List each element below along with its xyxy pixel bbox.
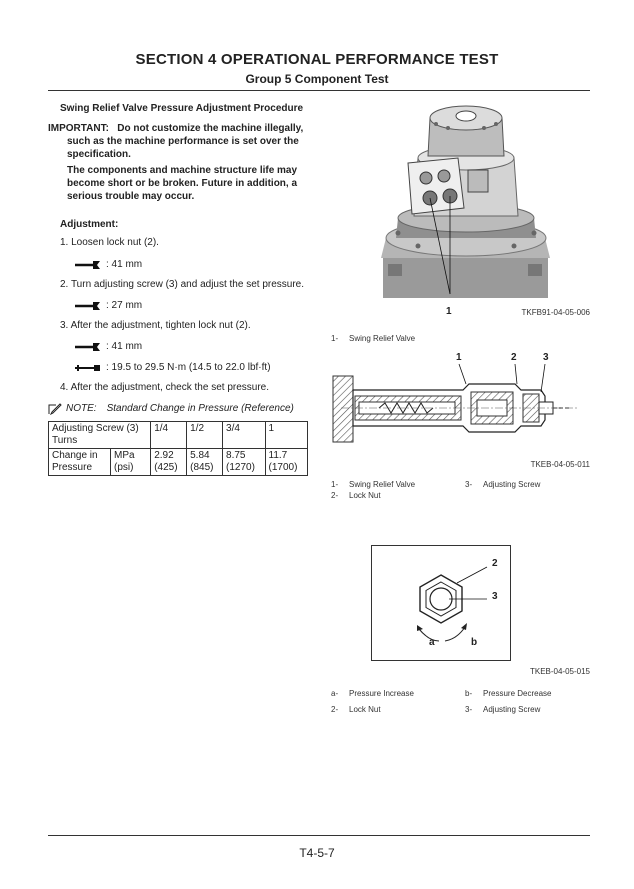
figure1-legend-num: 1- xyxy=(331,334,339,343)
footer-divider xyxy=(48,835,590,836)
table-row xyxy=(49,449,308,476)
table-cell: MPa (psi) xyxy=(111,449,151,476)
table-cell: 1/4 xyxy=(151,422,187,449)
important-p2-line2: become short or be broken. Future in addition, a xyxy=(67,178,298,189)
table-cell: 2.92 (425) xyxy=(151,449,187,476)
figure3-code: TKEB-04-05-015 xyxy=(529,667,590,676)
relief-valve-section xyxy=(331,362,587,454)
step-1-spec: : 41 mm xyxy=(74,259,142,270)
figure3-arrow-b: b xyxy=(471,637,478,648)
figure1-callout-1: 1 xyxy=(446,306,452,317)
wrench-icon xyxy=(74,342,102,352)
important-p2-line1: The components and machine structure life may xyxy=(67,165,298,176)
torque-wrench-icon xyxy=(74,363,102,373)
figure2-code: TKEB-04-05-011 xyxy=(530,460,590,469)
figure2-legend2-text: Lock Nut xyxy=(349,491,381,500)
table-cell: Adjusting Screw (3) Turns xyxy=(49,422,151,449)
important-p2-line3: serious trouble may occur. xyxy=(67,191,195,202)
pressure-table xyxy=(48,421,308,476)
figure3-arrow-a: a xyxy=(429,637,435,648)
figure3-callout-3: 3 xyxy=(492,591,498,602)
adjustment-heading: Adjustment: xyxy=(60,219,119,230)
step-3: 3. After the adjustment, tighten lock nut (2). xyxy=(60,320,251,331)
figure3-legend-2-text: Lock Nut xyxy=(349,705,381,714)
step-3-spec-2: : 19.5 to 29.5 N·m (14.5 to 22.0 lbf·ft) xyxy=(74,362,271,373)
figure1-legend-text: Swing Relief Valve xyxy=(349,334,416,343)
figure3-legend-2-num: 2- xyxy=(331,705,339,714)
adjustment-direction-diagram xyxy=(371,545,511,661)
figure2-legend3-text: Adjusting Screw xyxy=(483,480,541,489)
table-cell: 11.7 (1700) xyxy=(265,449,308,476)
important-block xyxy=(48,122,318,203)
wrench-icon xyxy=(74,301,102,311)
table-cell: 3/4 xyxy=(223,422,265,449)
table-cell: 1/2 xyxy=(187,422,223,449)
step-2-spec: : 27 mm xyxy=(74,300,142,311)
section-title: SECTION 4 OPERATIONAL PERFORMANCE TEST xyxy=(135,51,499,68)
figure2-legend1-text: Swing Relief Valve xyxy=(349,480,416,489)
figure2-callout-1: 1 xyxy=(456,352,462,363)
procedure-heading: Swing Relief Valve Pressure Adjustment Procedure xyxy=(60,103,304,114)
figure3-legend-3-text: Adjusting Screw xyxy=(483,705,541,714)
figure3-legend-a-num: a- xyxy=(331,689,339,698)
note-text: Standard Change in Pressure (Reference) xyxy=(106,403,294,414)
table-cell: 1 xyxy=(265,422,308,449)
table-cell: 8.75 (1270) xyxy=(223,449,265,476)
figure3-legend-b-text: Pressure Decrease xyxy=(483,689,552,698)
note xyxy=(48,402,294,415)
wrench-icon xyxy=(74,260,102,270)
swing-motor-illustration xyxy=(378,98,553,303)
figure1-code: TKFB91-04-05-006 xyxy=(521,308,590,317)
important-line3: specification. xyxy=(67,149,131,160)
header-divider xyxy=(48,90,590,91)
note-label: NOTE: xyxy=(66,403,97,414)
group-title: Group 5 Component Test xyxy=(245,72,389,86)
table-row xyxy=(49,422,308,449)
figure2-callout-2: 2 xyxy=(511,352,517,363)
step-2: 2. Turn adjusting screw (3) and adjust the set pressure. xyxy=(60,279,305,290)
important-label: IMPORTANT: xyxy=(48,123,109,134)
step-1: 1. Loosen lock nut (2). xyxy=(60,237,159,248)
important-line2: such as the machine performance is set over the xyxy=(67,136,299,147)
figure2-legend1-num: 1- xyxy=(331,480,339,489)
step-3-spec-1: : 41 mm xyxy=(74,341,142,352)
figure2-legend2-num: 2- xyxy=(331,491,339,500)
figure3-legend-b-num: b- xyxy=(465,689,473,698)
figure3-callout-2: 2 xyxy=(492,558,498,569)
figure3-legend-a-text: Pressure Increase xyxy=(349,689,414,698)
table-cell: 5.84 (845) xyxy=(187,449,223,476)
figure2-legend3-num: 3- xyxy=(465,480,473,489)
figure3-legend-3-num: 3- xyxy=(465,705,473,714)
table-cell: Change in Pressure xyxy=(49,449,111,476)
page-number: T4-5-7 xyxy=(299,846,335,860)
step-4: 4. After the adjustment, check the set pressure. xyxy=(60,382,269,393)
figure2-callout-3: 3 xyxy=(543,352,549,363)
pencil-note-icon xyxy=(48,402,62,415)
important-line1: Do not customize the machine illegally, xyxy=(117,123,304,134)
